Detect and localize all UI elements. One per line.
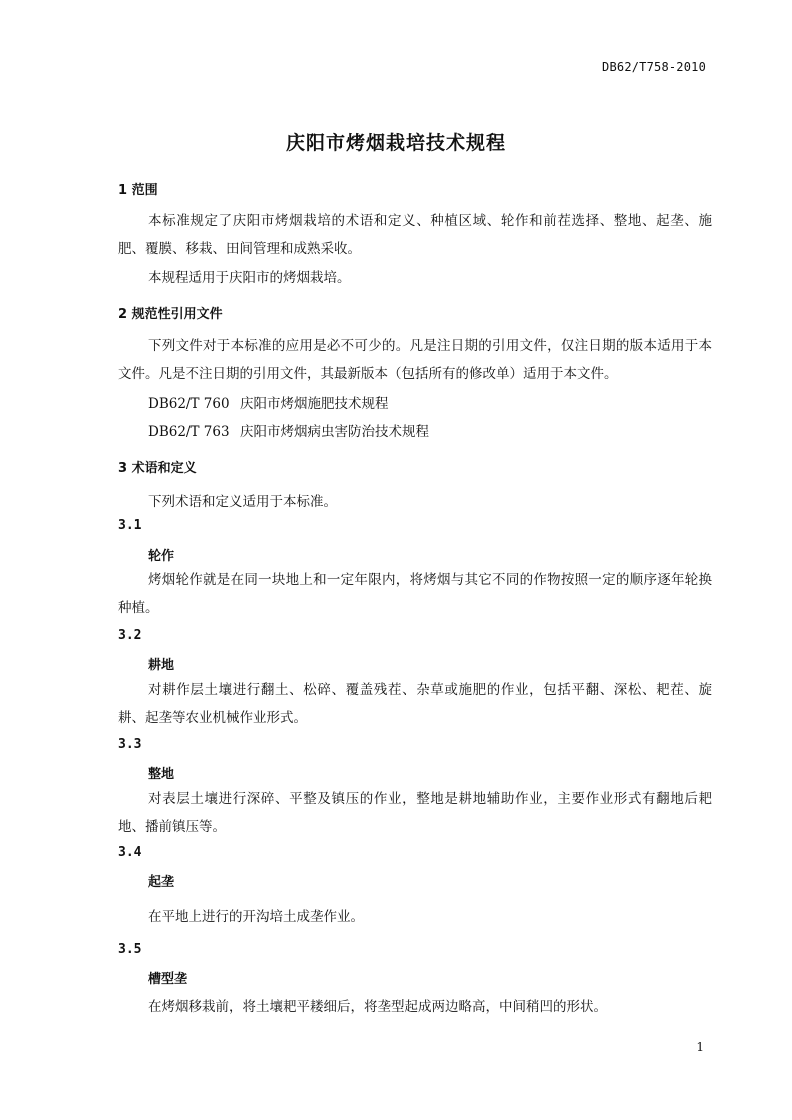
references-paragraph: 下列文件对于本标准的应用是必不可少的。凡是注日期的引用文件，仅注日期的版本适用于本文件。凡是不注日期的引用文件，其最新版本（包括所有的修改单）适用于本文件。 bbox=[118, 338, 712, 382]
scope-applicability: 本规程适用于庆阳市的烤烟栽培。 bbox=[148, 270, 351, 286]
term-title: 轮作 bbox=[148, 549, 175, 564]
term-title: 耕地 bbox=[148, 658, 175, 673]
document-code: DB62/T758-2010 bbox=[602, 60, 706, 74]
term-title: 整地 bbox=[148, 767, 175, 782]
term-number: 3.5 bbox=[118, 942, 142, 957]
term-number: 3.3 bbox=[118, 737, 142, 752]
document-title: 庆阳市烤烟栽培技术规程 bbox=[285, 132, 506, 154]
term-definition: 对表层土壤进行深碎、平整及镇压的作业，整地是耕地辅助作业，主要作业形式有翻地后耙地、播前镇压等。 bbox=[118, 791, 712, 835]
term-definition: 对耕作层土壤进行翻土、松碎、覆盖残茬、杂草或施肥的作业，包括平翻、深松、耙茬、旋耕、起垄等农业机械作业形式。 bbox=[118, 682, 712, 726]
section-heading-scope: 1 范围 bbox=[118, 183, 158, 198]
section-heading-references: 2 规范性引用文件 bbox=[118, 307, 223, 322]
terms-intro: 下列术语和定义适用于本标准。 bbox=[148, 494, 337, 510]
reference-item bbox=[148, 392, 389, 412]
reference-item bbox=[148, 420, 429, 440]
term-title: 槽型垄 bbox=[148, 972, 188, 987]
reference-name: 庆阳市烤烟病虫害防治技术规程 bbox=[240, 424, 429, 440]
page-number: 1 bbox=[696, 1040, 704, 1054]
reference-code: DB62/T 763 bbox=[148, 424, 230, 440]
term-number: 3.1 bbox=[118, 518, 142, 533]
term-number: 3.4 bbox=[118, 845, 142, 860]
reference-code: DB62/T 760 bbox=[148, 396, 230, 412]
term-definition: 在平地上进行的开沟培土成垄作业。 bbox=[148, 909, 364, 925]
term-definition: 在烤烟移栽前，将土壤耙平耧细后，将垄型起成两边略高，中间稍凹的形状。 bbox=[148, 999, 607, 1015]
section-heading-terms: 3 术语和定义 bbox=[118, 461, 197, 476]
reference-name: 庆阳市烤烟施肥技术规程 bbox=[240, 396, 389, 412]
term-number: 3.2 bbox=[118, 628, 142, 643]
term-title: 起垄 bbox=[148, 875, 175, 890]
scope-paragraph: 本标准规定了庆阳市烤烟栽培的术语和定义、种植区域、轮作和前茬选择、整地、起垄、施肥、覆膜、移栽、田间管理和成熟采收。 bbox=[118, 213, 712, 257]
term-definition: 烤烟轮作就是在同一块地上和一定年限内，将烤烟与其它不同的作物按照一定的顺序逐年轮换种植。 bbox=[118, 572, 712, 616]
